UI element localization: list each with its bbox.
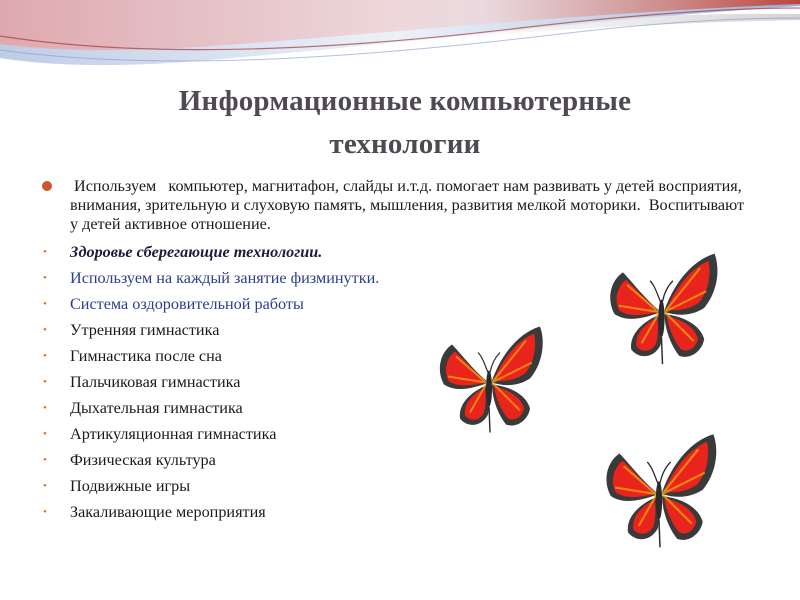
bullet-icon: • (43, 506, 47, 518)
list-item: • Здоровье сберегающие технологии. (50, 239, 750, 265)
bullet-icon: • (43, 428, 47, 440)
list-item: • Физическая культура (50, 447, 750, 473)
list-item: • Пальчиковая гимнастика (50, 369, 750, 395)
butterfly-image (430, 320, 550, 445)
title-line-2: технологии (329, 128, 481, 160)
title-line-1: Информационные компьютерные (178, 85, 632, 117)
bullet-icon: • (43, 246, 47, 258)
list-item: • Закаливающие мероприятия (50, 499, 750, 525)
list-item: • Используем на каждый занятие физминутки. (50, 265, 750, 291)
bullet-icon: • (43, 298, 47, 310)
bullet-icon: • (43, 350, 47, 362)
bullet-icon: • (43, 454, 47, 466)
list-item: • Дыхательная гимнастика (50, 395, 750, 421)
bullet-icon: • (43, 402, 47, 414)
list-item: • Артикуляционная гимнастика (50, 421, 750, 447)
list-item: • Гимнастика после сна (50, 343, 750, 369)
bullet-icon: • (43, 324, 47, 336)
list-item: • Подвижные игры (50, 473, 750, 499)
intro-text: Используем компьютер, магнитафон, слайды и.т.д. помогает нам развивать у детей восприятия, внимания, зрительную и слуховую память, мышления, развития мелкой моторики. Воспитывают у детей активное отношение. (70, 177, 749, 233)
slide-title (100, 80, 710, 166)
bullet-icon: • (43, 272, 47, 284)
bullet-icon: • (43, 480, 47, 492)
bullet-icon: • (43, 376, 47, 388)
butterfly-image (595, 430, 725, 558)
bullet-dot-icon (42, 181, 52, 191)
intro-paragraph (50, 177, 750, 234)
butterfly-image (600, 248, 725, 376)
header-swoosh (0, 0, 800, 80)
list-item: • Утренняя гимнастика (50, 317, 750, 343)
list-item: • Система оздоровительной работы (50, 291, 750, 317)
